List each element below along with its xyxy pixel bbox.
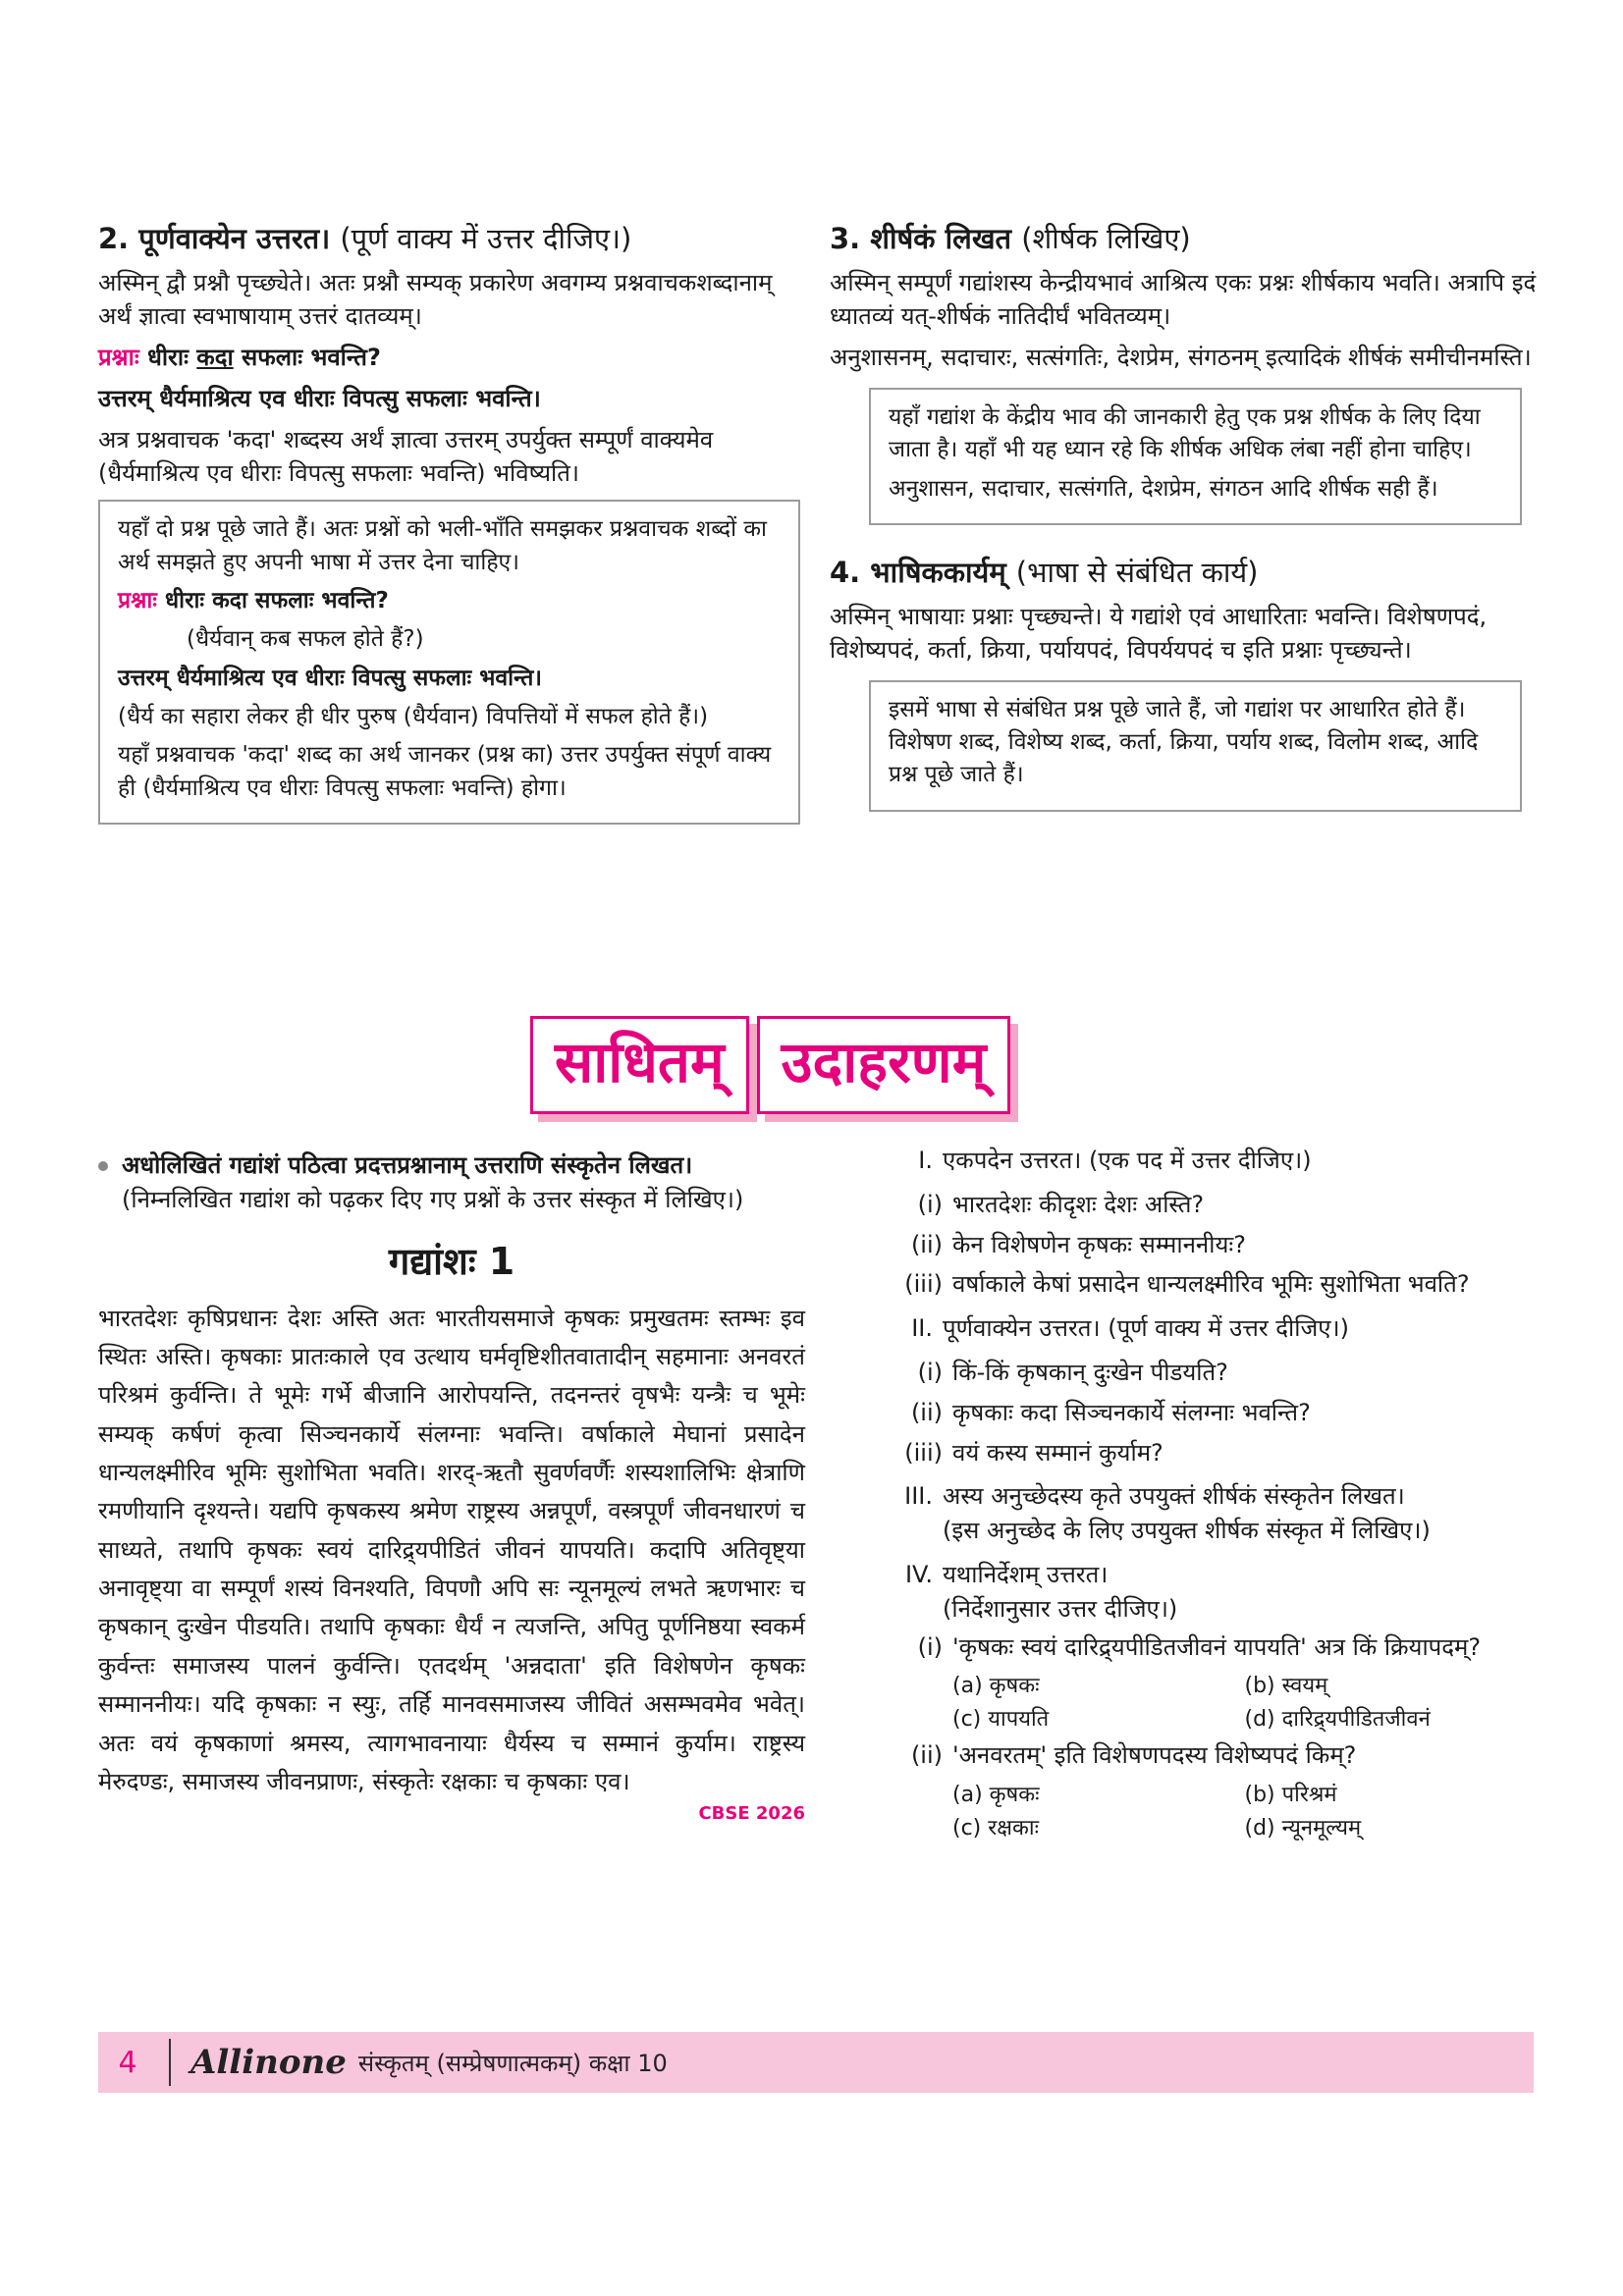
question-I-item: (iii) वर्षाकाले केषां प्रसादेन धान्यलक्ष्मीरिव भूमिः सुशोभिता भवति? — [904, 1270, 1470, 1299]
bhashik-note-box — [869, 680, 1522, 812]
instruction-hindi: (निम्नलिखित गद्यांश को पढ़कर दिए गए प्रश्नों के उत्तर संस्कृत में लिखिए।) — [122, 1185, 744, 1213]
passage-column — [98, 1148, 805, 1824]
option: (c) रक्षकाः — [952, 1816, 1040, 1842]
brand-logo: Allinone — [190, 2043, 347, 2082]
banner-left: साधितम् — [530, 1016, 749, 1114]
solved-examples-banner — [530, 1016, 1010, 1114]
question-II: II. पूर्णवाक्येन उत्तरत। (पूर्ण वाक्य में उत्तर दीजिए।) — [911, 1314, 1350, 1343]
question-I-item: (ii) केन विशेषणेन कृषकः सम्माननीयः? — [910, 1230, 1246, 1258]
page-number: 4 — [118, 2045, 137, 2080]
footer-divider — [169, 2039, 171, 2086]
options-IV-ii — [952, 1779, 1537, 1842]
instruction: अधोलिखितं गद्यांशं पठित्वा प्रदत्तप्रश्नानाम् उत्तराणि संस्कृतेन लिखत। — [98, 1148, 805, 1183]
shirshak-note-box — [869, 388, 1522, 525]
box-question: प्रश्नाः धीराः कदा सफलाः भवन्ति? — [118, 587, 389, 614]
option: (c) यापयति — [952, 1707, 1050, 1733]
section-heading-4: 4. भाषिककार्यम् (भाषा से संबंधित कार्य) — [830, 555, 1259, 589]
page-footer — [98, 2032, 1534, 2093]
bhashik-text: अस्मिन् भाषायाः प्रश्नाः पृच्छ्यन्ते। ये गद्यांशे एवं आधारिताः भवन्ति। विशेषणपदं, विशेष्यपदं, कर्ता, क्रिया, पर्यायपदं, विपर्ययपदं च इति प्रश्नाः पृच्छ्यन्ते। — [830, 602, 1488, 664]
example-question: प्रश्नाः धीराः कदा सफलाः भवन्ति? — [98, 343, 381, 371]
box-last-text: यहाँ प्रश्नवाचक 'कदा' शब्द का अर्थ जानकर (प्रश्न का) उत्तर उपर्युक्त संपूर्ण वाक्य ही (धैर्यमाश्रित्य एव धीराः विपत्सु सफलाः भवन्ति) होगा। — [118, 742, 772, 801]
box-question-hindi: (धैर्यवान् कब सफल होते हैं?) — [187, 626, 424, 653]
option: (d) दारिद्र्यपीडितजीवनं — [1244, 1707, 1431, 1733]
section-purnavakyena — [98, 221, 800, 825]
example-answer: उत्तरम् धैर्यमाश्रित्य एव धीराः विपत्सु सफलाः भवन्ति। — [98, 384, 541, 412]
questions-column — [889, 1144, 1537, 1847]
explain-text: अत्र प्रश्नवाचक 'कदा' शब्दस्य अर्थं ज्ञात्वा उत्तरम् उपर्युक्त सम्पूर्णं वाक्यमेव (धैर्यमाश्रित्य एव धीराः विपत्सु सफलाः भवन्ति) भविष्यति। — [98, 426, 714, 488]
passage-text: भारतदेशः कृषिप्रधानः देशः अस्ति अतः भारतीयसमाजे कृषकः प्रमुखतमः स्तम्भः इव स्थितः अस्ति। कृषकाः प्रातःकाले एव उत्थाय घर्मवृष्टिशीतवातादीन् सहमानाः अनवरतं परिश्रमं कुर्वन्ति। ते भूमेः गर्भे बीजानि आरोपयन्ति, तदनन्तरं वृषभैः यन्त्रैः च भूमेः सम्यक् कर्षणं कृत्वा सिञ्चनकार्ये संलग्नाः भवन्ति। वर्षाकाले मेघानां प्रसादेन धान्यलक्ष्मीरिव भूमिः सुशोभिता भवति। शरद्-ऋतौ सुवर्णवर्णैः शस्यशालिभिः क्षेत्राणि रमणीयानि दृश्यन्ते। यद्यपि कृषकस्य श्रमेण राष्ट्रस्य अन्नपूर्णं, वस्त्रपूर्णं जीवनधारणं च साध्यते, तथापि कृषकः स्वयं दारिद्र्यपीडितं जीवनं यापयति। कदापि अतिवृष्ट्या अनावृष्ट्या वा सम्पूर्णं शस्यं विनश्यति, विपणौ अपि सः न्यूनमूल्यं लभते ऋणभारः च कृषकान् दुःखेन पीडयति। तथापि कृषकाः धैर्यं न त्यजन्ति, अपितु पूर्णनिष्ठया स्वकर्म कुर्वन्तः समाजस्य पालनं कुर्वन्ति। एतदर्थम् 'अन्नदाता' इति विशेषणेन कृषकः सम्माननीयः। यदि कृषकाः न स्युः, तर्हि मानवसमाजस्य जीवितं असम्भवमेव भवेत्। अतः वयं कृषकाणां श्रमस्य, त्यागभावनायाः धैर्यस्य च सम्मानं कुर्याम। राष्ट्रस्य मेरुदण्डः, समाजस्य जीवनप्राणः, संस्कृतेः रक्षकाः च कृषकाः एव। — [98, 1304, 805, 1795]
intro-text: अस्मिन् द्वौ प्रश्नौ पृच्छ्येते। अतः प्रश्नौ सम्यक् प्रकारेण अवगम्य प्रश्नवाचकशब्दानाम् अर्थं ज्ञात्वा स्वभाषायाम् उत्तरं दातव्यम्। — [98, 268, 773, 330]
box-text: यहाँ गद्यांश के केंद्रीय भाव की जानकारी हेतु एक प्रश्न शीर्षक के लिए दिया जाता है। यहाँ भी यह ध्यान रहे कि शीर्षक अधिक लंबा नहीं होना चाहिए। — [889, 403, 1481, 463]
question-II-item: (ii) कृषकाः कदा सिञ्चनकार्ये संलग्नाः भवन्ति? — [910, 1398, 1311, 1426]
option: (d) न्यूनमूल्यम् — [1244, 1816, 1362, 1842]
question-IV-i: (i) 'कृषकः स्वयं दारिद्र्यपीडितजीवनं यापयति' अत्र किं क्रियापदम्? — [917, 1632, 1482, 1661]
section-shirshakam — [830, 221, 1542, 812]
box-text: अनुशासन, सदाचार, सत्संगति, देशप्रेम, संगठन आदि शीर्षक सही हैं। — [889, 475, 1438, 502]
book-title: संस्कृतम् (सम्प्रेषणात्मकम्) कक्षा 10 — [357, 2049, 668, 2077]
option: (a) कृषकः — [952, 1674, 1040, 1699]
shirshak-examples: अनुशासनम्, सदाचारः, सत्संगतिः, देशप्रेम, संगठनम् इत्यादिकं शीर्षकं समीचीनमस्ति। — [830, 343, 1532, 371]
option: (b) परिश्रमं — [1244, 1783, 1337, 1808]
question-IV: IV. यथानिर्देशम् उत्तरत। (निर्देशानुसार उत्तर दीजिए।) — [904, 1560, 1178, 1623]
question-I: I. एकपदेन उत्तरत। (एक पद में उत्तर दीजिए।) — [918, 1147, 1312, 1174]
question-III: III. अस्य अनुच्छेदस्य कृते उपयुक्तं शीर्षकं संस्कृतेन लिखत। (इस अनुच्छेद के लिए उपयुक्त शीर्षक संस्कृत में लिखिए।) — [904, 1482, 1431, 1545]
box-answer: उत्तरम् धैर्यमाश्रित्य एव धीराः विपत्सु सफलाः भवन्ति। — [118, 665, 543, 691]
question-II-item: (iii) वयं कस्य सम्मानं कुर्याम? — [904, 1438, 1163, 1467]
section-heading-3: 3. शीर्षकं लिखत (शीर्षक लिखिए) — [830, 222, 1191, 255]
exam-tag: CBSE 2026 — [698, 1803, 805, 1825]
hindi-note-box — [98, 500, 800, 825]
passage-title: गद्यांशः 1 — [388, 1239, 515, 1283]
box-text: इसमें भाषा से संबंधित प्रश्न पूछे जाते हैं, जो गद्यांश पर आधारित होते हैं। विशेषण शब्द, विशेष्य शब्द, कर्ता, क्रिया, पर्याय शब्द, विलोम शब्द, आदि प्रश्न पूछे जाते हैं। — [889, 696, 1479, 788]
option: (b) स्वयम् — [1244, 1674, 1328, 1699]
box-answer-hindi: (धैर्य का सहारा लेकर ही धीर पुरुष (धैर्यवान) विपत्तियों में सफल होते हैं।) — [118, 703, 709, 729]
section-heading: 2. पूर्णवाक्येन उत्तरत। (पूर्ण वाक्य में उत्तर दीजिए।) — [98, 222, 632, 255]
option: (a) कृषकः — [952, 1783, 1040, 1808]
question-I-item: (i) भारतदेशः कीदृशः देशः अस्ति? — [917, 1190, 1205, 1218]
box-text: यहाँ दो प्रश्न पूछे जाते हैं। अतः प्रश्नों को भली-भाँति समझकर प्रश्नवाचक शब्दों का अर्थ समझते हुए अपनी भाषा में उत्तर देना चाहिए। — [118, 516, 768, 575]
banner-right: उदाहरणम् — [757, 1016, 1011, 1114]
shirshak-text: अस्मिन् सम्पूर्णं गद्यांशस्य केन्द्रीयभावं आश्रित्य एकः प्रश्नः शीर्षकाय भवति। अत्रापि इदं ध्यातव्यं यत्-शीर्षकं नातिदीर्घं भवितव्यम्। — [830, 268, 1537, 330]
options-IV-i — [952, 1670, 1537, 1733]
bullet-icon — [98, 1161, 108, 1171]
question-II-item: (i) किं-किं कृषकान् दुःखेन पीडयति? — [917, 1358, 1228, 1386]
question-IV-ii: (ii) 'अनवरतम्' इति विशेषणपदस्य विशेष्यपदं किम्? — [910, 1741, 1357, 1770]
